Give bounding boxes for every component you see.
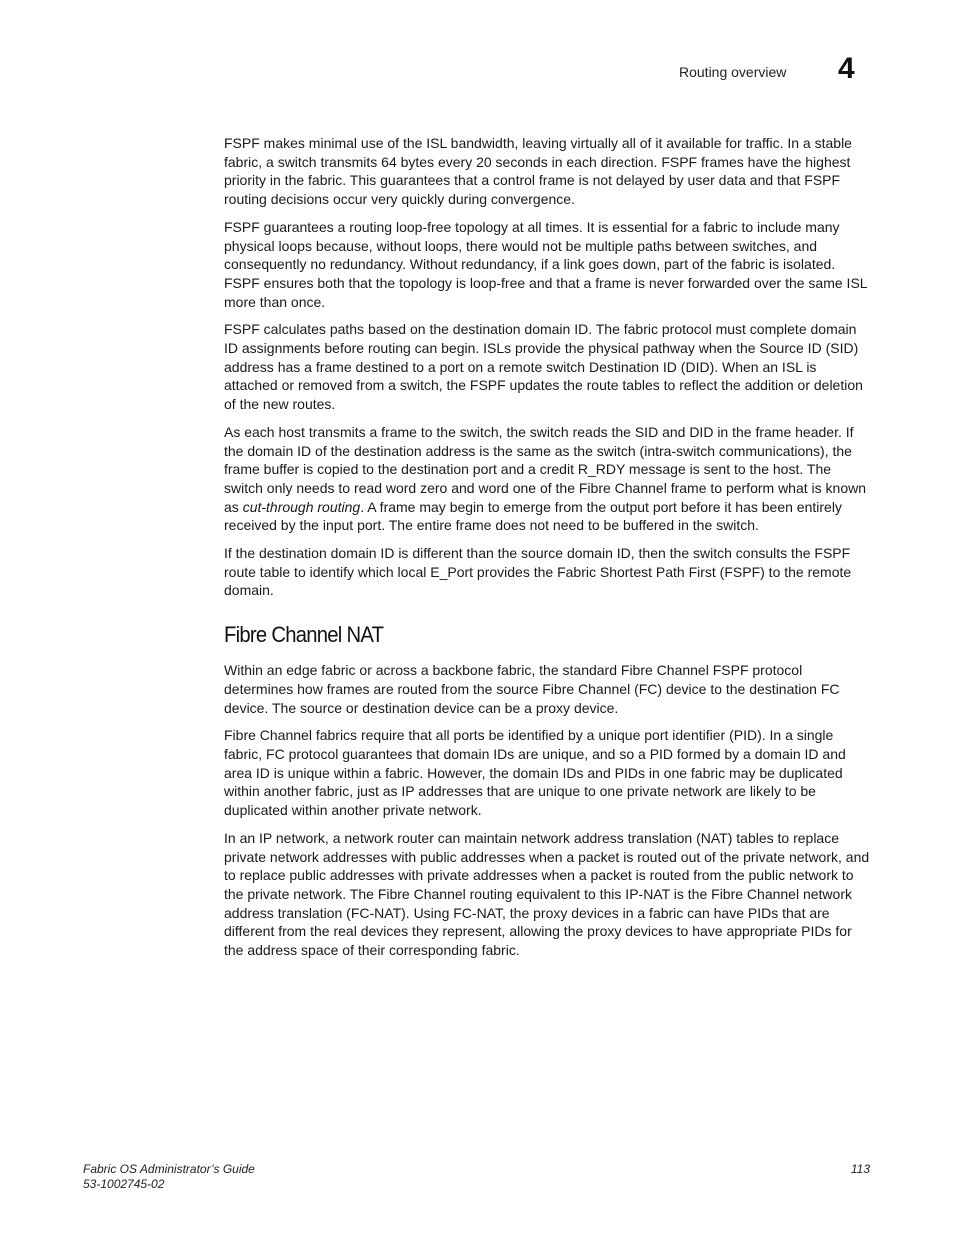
paragraph-frame-transmit [224, 423, 870, 535]
term-cut-through-routing: cut-through routing [242, 498, 361, 515]
paragraph-fspf-loop-free: FSPF guarantees a routing loop-free topology at all times. It is essential for a fabric to include many physical loops because, without loops, there would not be multiple paths between switches, and consequently no redundancy. Without redundancy, if a link goes down, part of the fabric is isolated. FSPF ensures both that the topology is loop-free and that a frame is never forwarded over the same ISL more than once. [224, 218, 868, 310]
section-heading-fibre-channel-nat: Fibre Channel NAT [224, 622, 384, 648]
footer-page-number: 113 [850, 1162, 870, 1176]
paragraph-fspf-paths: FSPF calculates paths based on the destination domain ID. The fabric protocol must complete domain ID assignments before routing can begin. ISLs provide the physical pathway when the Source ID (SID) address has a frame destined to a port on a remote switch Destination ID (DID). When an ISL is attached or removed from a switch, the FSPF updates the route tables to reflect the addition or deletion of the new routes. [224, 321, 863, 413]
footer-document-info [83, 1162, 255, 1192]
paragraph-edge-fabric: Within an edge fabric or across a backbone fabric, the standard Fibre Channel FSPF protocol determines how frames are routed from the source Fibre Channel (FC) device to the destination FC device. The source or destination device can be a proxy device. [224, 662, 840, 716]
paragraph-frame-transmit-part1: As each host transmits a frame to the switch, the switch reads the SID and DID in the frame header. If the domain ID of the destination address is the same as the switch (intra-switch communications), the frame buffer is copied to the destination port and a credit R_RDY message is sent to the host. The switch only needs to read word zero and word one of the Fibre Channel frame to perform what is known as [224, 423, 866, 515]
footer-doc-number: 53-1002745-02 [83, 1177, 165, 1191]
chapter-number: 4 [838, 52, 855, 85]
paragraph-ip-nat: In an IP network, a network router can maintain network address translation (NAT) tables to replace private network addresses with public addresses when a packet is routed out of the private network, and to replace public addresses with private addresses when a packet is routed from the public network to the private network. The Fibre Channel routing equivalent to this IP-NAT is the Fibre Channel network address translation (FC-NAT). Using FC-NAT, the proxy devices in a fabric can have PIDs that are different from the real devices they represent, allowing the proxy devices to have appropriate PIDs for the address space of their corresponding fabric. [224, 829, 870, 959]
footer-guide-title: Fabric OS Administrator’s Guide [83, 1162, 255, 1176]
paragraph-unique-pid: Fibre Channel fabrics require that all ports be identified by a unique port identifier (PID). In a single fabric, FC protocol guarantees that domain IDs are unique, and so a PID formed by a domain ID and area ID is unique within a fabric. However, the domain IDs and PIDs in one fabric may be duplicated within another fabric, just as IP addresses that are unique to one private network are likely to be duplicated within another private network. [224, 727, 846, 819]
paragraph-destination-domain: If the destination domain ID is different than the source domain ID, then the switch consults the FSPF route table to identify which local E_Port provides the Fabric Shortest Path First (FSPF) to the remote domain. [224, 545, 852, 599]
paragraph-fspf-bandwidth: FSPF makes minimal use of the ISL bandwidth, leaving virtually all of it available for traffic. In a stable fabric, a switch transmits 64 bytes every 20 seconds in each direction. FSPF frames have the highest priority in the fabric. This guarantees that a control frame is not delayed by user data and that FSPF routing decisions occur very quickly during convergence. [224, 135, 852, 208]
paragraph-frame-transmit-part2: . A frame may begin to emerge from the output port before it has been entirely received by the input port. The entire frame does not need to be buffered in the switch. [224, 498, 842, 534]
page-body [224, 134, 870, 969]
running-header-section-title: Routing overview [679, 64, 787, 80]
